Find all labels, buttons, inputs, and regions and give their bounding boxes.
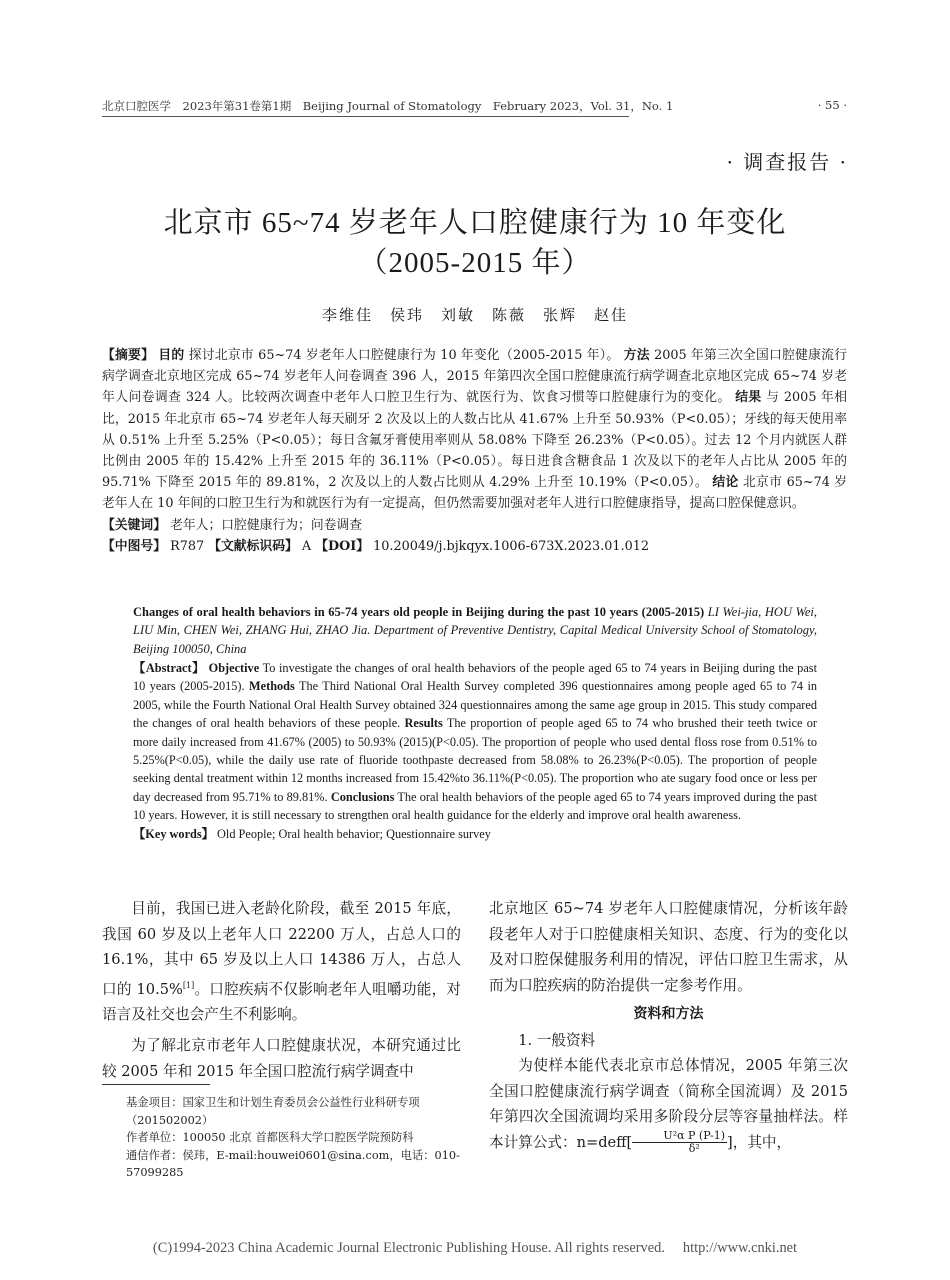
methods-text-b: ]，其中， [727, 1133, 792, 1151]
body-paragraph: 为了解北京市老年人口腔健康状况，本研究通过比较 2005 年和 2015 年全国口腔流行病学调查中 [102, 1037, 461, 1080]
body-paragraph: 北京地区 65~74 岁老年人口腔健康情况，分析该年龄段老年人对于口腔健康相关知识、态度、行为的变化以及对口腔保健服务利用的情况，评估口腔卫生需求，从而为口腔疾病的防治提供一定参考作用。 [489, 900, 848, 994]
conclusion-label: 结论 [712, 475, 739, 491]
methods-text: 2005 年第三次全国口腔健康流行病学调查北京地区完成 65~74 岁老年人问卷调查 396 人，2015 年第四次全国口腔健康流行病学调查北京地区完成 65~74 岁老年人问卷调查 324 人。比较两次调查中老年人口腔卫生行为、就医行为、饮食习惯等口腔健康行为的变化。 [102, 348, 847, 406]
en-objective-text: To investigate the changes of oral health behaviors of the people aged 65 to 74 years in Beijing during the past 10 years (2005-2015). [133, 661, 817, 694]
results-label: 结果 [735, 390, 762, 406]
authors: 李维佳 侯玮 刘敏 陈薇 张辉 赵佳 [321, 306, 628, 324]
doi-label: 【DOI】 [315, 538, 370, 554]
copyright-footer: (C)1994-2023 China Academic Journal Electronic Publishing House. All rights reserved. http://www.cnki.net [152, 1240, 798, 1256]
section-heading: 资料和方法 [633, 1006, 704, 1022]
footnote-rule [102, 1084, 210, 1085]
objective-text: 探讨北京市 65~74 岁老年人口腔健康行为 10 年变化（2005-2015 年）。 [188, 348, 620, 363]
intro-text-b: 。口腔疾病不仅影响老年人咀嚼功能，对语言及社交也会产生不利影响。 [102, 980, 461, 1023]
section-tag: · 调查报告 · [726, 150, 848, 174]
clc-label: 【中图号】 [102, 538, 166, 554]
en-conclusions-label: Conclusions [330, 789, 395, 804]
subsection-heading: 1. 一般资料 [518, 1031, 596, 1049]
en-keywords-label: 【Key words】 [133, 826, 214, 841]
doc-code-label: 【文献标识码】 [208, 538, 298, 554]
intro-text-a: 目前，我国已进入老龄化阶段，截至 2015 年底，我国 60 岁及以上老年人口 22200 万人，占总人口的 16.1%，其中 65 岁及以上人口 14386 万人，占总人口的 10.5% [102, 900, 461, 998]
doc-code-value: A [301, 538, 312, 554]
page-number: · 55 · [817, 98, 847, 112]
en-abstract-body [133, 659, 817, 825]
keywords-text: 老年人；口腔健康行为；问卷调查 [170, 517, 363, 533]
body-paragraph [489, 1053, 848, 1155]
cn-keywords [102, 515, 847, 536]
title-line-2: （2005-2015 年） [358, 247, 592, 279]
abstract-label: 【摘要】 [102, 348, 155, 363]
journal-info: 北京口腔医学 2023年第31卷第1期 Beijing Journal of Stomatology February 2023，Vol. 31，No. 1 [102, 99, 674, 113]
footnote-fund: 基金项目：国家卫生和计划生育委员会公益性行业科研专项（201502002） [126, 1096, 420, 1127]
citation-ref[interactable]: [1] [182, 980, 195, 990]
methods-text-a: 为使样本能代表北京市总体情况，2005 年第三次全国口腔健康流行病学调查（简称全国流调）及 2015 年第四次全国流调均采用多阶段分层等容量抽样法。样本计算公式：n=deff[ [489, 1057, 848, 1151]
sample-size-formula [632, 1130, 727, 1155]
header-rule [102, 116, 629, 117]
doi-value: 10.20049/j.bjkqyx.1006-673X.2023.01.012 [373, 538, 650, 554]
english-authors-affiliation: LI Wei-jia, HOU Wei, LIU Min, CHEN Wei, ZHANG Hui, ZHAO Jia. Department of Preventive Dentistry, Capital Medical University School of Stomatology, Beijing 100050, China [133, 605, 817, 656]
formula-numerator: U²α P (P-1) [632, 1130, 727, 1143]
conclusion-text: 北京市 65~74 岁老年人在 10 年间的口腔卫生行为和就医行为有一定提高，但仍然需要加强对老年人进行口腔健康指导，提高口腔保健意识。 [102, 475, 848, 512]
en-objective-label: Objective [208, 661, 260, 675]
objective-label: 目的 [158, 348, 185, 363]
body-column-right [489, 896, 848, 1155]
clc-value: R787 [170, 538, 205, 554]
results-text: 与 2005 年相比，2015 年北京市 65~74 岁老年人每天刷牙 2 次及以上的人数占比从 41.67% 上升至 50.93%（P<0.05）；牙线的每天使用率从 0.51% 上升至 5.25%（P<0.05）；每日含氟牙膏使用率则从 58.08% 下降至 26.23%（P<0.05）。过去 12 个月内就医人群比例由 2005 年的 15.42% 上升至 2015 年的 36.11%（P<0.05）。每日进食含糖食品 1 次及以下的老年人占比从 2005 年的 95.71% 下降至 2015 年的 89.81%，2 次及以上的人数占比则从 4.29% 上升至 10.19%（P<0.05）。 [102, 390, 847, 491]
cn-abstract-body [102, 345, 847, 515]
footnotes [102, 1094, 462, 1182]
running-header [102, 98, 847, 118]
en-abstract-label: 【Abstract】 [133, 661, 205, 675]
en-methods-label: Methods [249, 679, 295, 694]
formula-denominator: δ² [688, 1142, 700, 1155]
english-abstract [133, 659, 817, 843]
body-paragraph [102, 896, 461, 1027]
en-results-label: Results [404, 716, 443, 731]
title-line-1: 北京市 65~74 岁老年人口腔健康行为 10 年变化 [163, 207, 787, 239]
en-keywords-text: Old People; Oral health behavior; Questionnaire survey [217, 826, 491, 841]
english-title-block [133, 603, 817, 658]
keywords-label: 【关键词】 [102, 517, 166, 533]
en-keywords [133, 825, 817, 843]
english-title: Changes of oral health behaviors in 65-74 years old people in Beijing during the past 10 years (2005-2015) [133, 605, 705, 619]
en-conclusions-text: The oral health behaviors of the people aged 65 to 74 years improved during the past 10 years. However, it is still necessary to strengthen oral health guidance for the elderly and improve oral health awareness. [133, 789, 817, 823]
body-column-left [102, 896, 461, 1084]
chinese-abstract [102, 345, 847, 557]
footnote-unit: 作者单位：100050 北京 首都医科大学口腔医学院预防科 [126, 1131, 414, 1145]
methods-label: 方法 [623, 348, 650, 363]
en-results-text: The proportion of people aged 65 to 74 who brushed their teeth twice or more daily increased from 41.67% (2005) to 50.93% (2015)(P<0.05). The proportion of people who used dental floss rose from 0.51% to 5.25%(P<0.05), while the daily use rate of fluoride toothpaste decreased from 58.08% to 26.23%(P<0.05). The proportion of people seeking dental treatment within 12 months increased from 15.42%to 36.11%(P<0.05). The proportion who ate sugary food once or less per day decreased from 95.71% to 89.81%. [133, 716, 818, 804]
en-methods-text: The Third National Oral Health Survey completed 396 questionnaires among people aged 65 to 74 in 2005, while the Fourth National Oral Health Survey obtained 324 questionnaires among the same age group in 2015. This study compared the changes of oral health behaviors of these people. [133, 679, 818, 731]
cn-classification [102, 536, 847, 557]
footnote-corresponding: 通信作者：侯玮，E-mail:houwei0601@sina.com，电话：010-57099285 [126, 1148, 460, 1180]
